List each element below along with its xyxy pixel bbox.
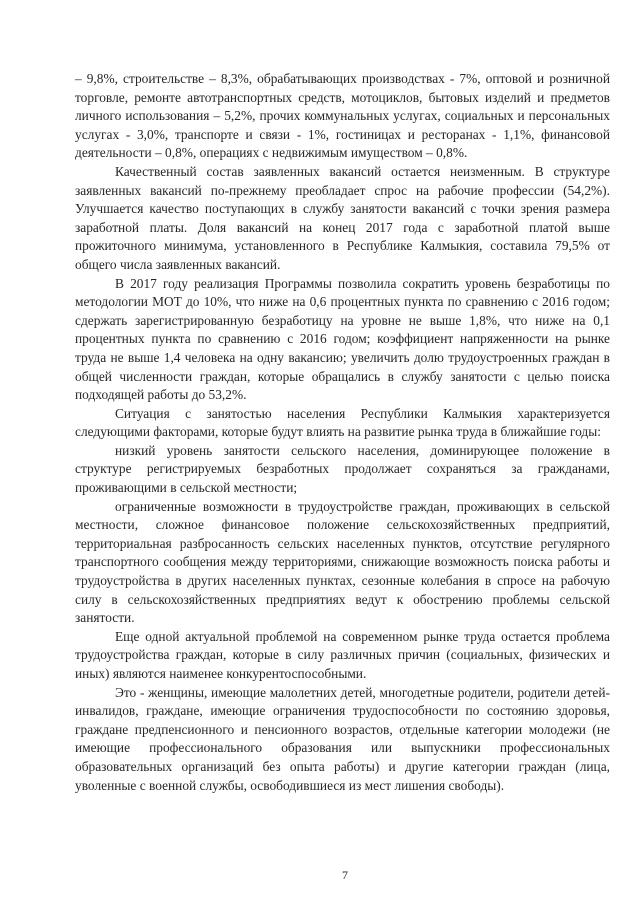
paragraph-employment-factors: Ситуация с занятостью населения Республики Калмыкия характеризуется следующими факторами, которые будут влиять на развитие рынка труда в ближайшие годы: <box>75 405 610 440</box>
document-body <box>75 70 610 795</box>
paragraph-rural-limitations: ограниченные возможности в трудоустройстве граждан, проживающих в сельской местности, сложное финансовое положение сельскохозяйственных предприятий, территориальная разбросанность сельских населенных пунктов, отсутствие регулярного транспортного сообщения между территориями, снижающие возможность поиска работы и трудоустройства в других населенных пунктах, сезонные колебания в спросе на рабочую силу в сельскохозяйственных предприятиях ведут к обострению проблемы сельской занятости. <box>75 498 610 626</box>
paragraph-citizen-categories: Это - женщины, имеющие малолетних детей, многодетные родители, родители детей-инвалидов, граждане, имеющие ограничения трудоспособности по состоянию здоровья, граждане предпенсионного и пенсионного возрастов, отдельные категории молодежи (не имеющие профессионального образования или выпускники профессиональных образовательных организаций без опыта работы) и другие категории граждан (лица, уволенные с военной службы, освободившиеся из мест лишения свободы). <box>75 684 610 793</box>
paragraph-uncompetitive-citizens: Еще одной актуальной проблемой на современном рынке труда остается проблема трудоустройства граждан, которые в силу различных причин (социальных, физических и иных) являются наименее конкурентоспособными. <box>75 628 610 681</box>
paragraph-program-results: В 2017 году реализация Программы позволила сократить уровень безработицы по методологии МОТ до 10%, что ниже на 0,6 процентных пункта по сравнению с 2016 годом; сдержать зарегистрированную безработицу на уровне не выше 1,8%, что ниже на 0,1 процентных пункта по сравнению с 2016 годом; коэффициент напряженности на рынке труда не выше 1,4 человека на одну вакансию; увеличить долю трудоустроенных граждан в общей численности граждан, которые обращались в службу занятости с целью поиска подходящей работы до 53,2%. <box>75 275 610 403</box>
paragraph-vacancy-quality: Качественный состав заявленных вакансий остается неизменным. В структуре заявленных вакансий по-прежнему преобладает спрос на рабочие профессии (54,2%). Улучшается качество поступающих в службу занятости вакансий с точки зрения размера заработной платы. Доля вакансий на конец 2017 года с заработной платой выше прожиточного минимума, установленного в Республике Калмыкия, составила 79,5% от общего числа заявленных вакансий. <box>75 163 610 272</box>
paragraph-industries: – 9,8%, строительстве – 8,3%, обрабатывающих производствах - 7%, оптовой и розничной торговле, ремонте автотранспортных средств, мотоциклов, бытовых изделий и предметов личного использования – 5,2%, прочих коммунальных услугах, социальных и персональных услугах - 3,0%, транспорте и связи - 1%, гостиницах и ресторанах - 1,1%, финансовой деятельности – 0,8%, операциях с недвижимым имуществом – 0,8%. <box>75 71 610 161</box>
paragraph-rural-employment: низкий уровень занятости сельского населения, доминирующее положение в структуре регистрируемых безработных продолжает сохраняться за гражданами, проживающими в сельской местности; <box>75 442 610 496</box>
page-number: 7 <box>342 868 348 882</box>
